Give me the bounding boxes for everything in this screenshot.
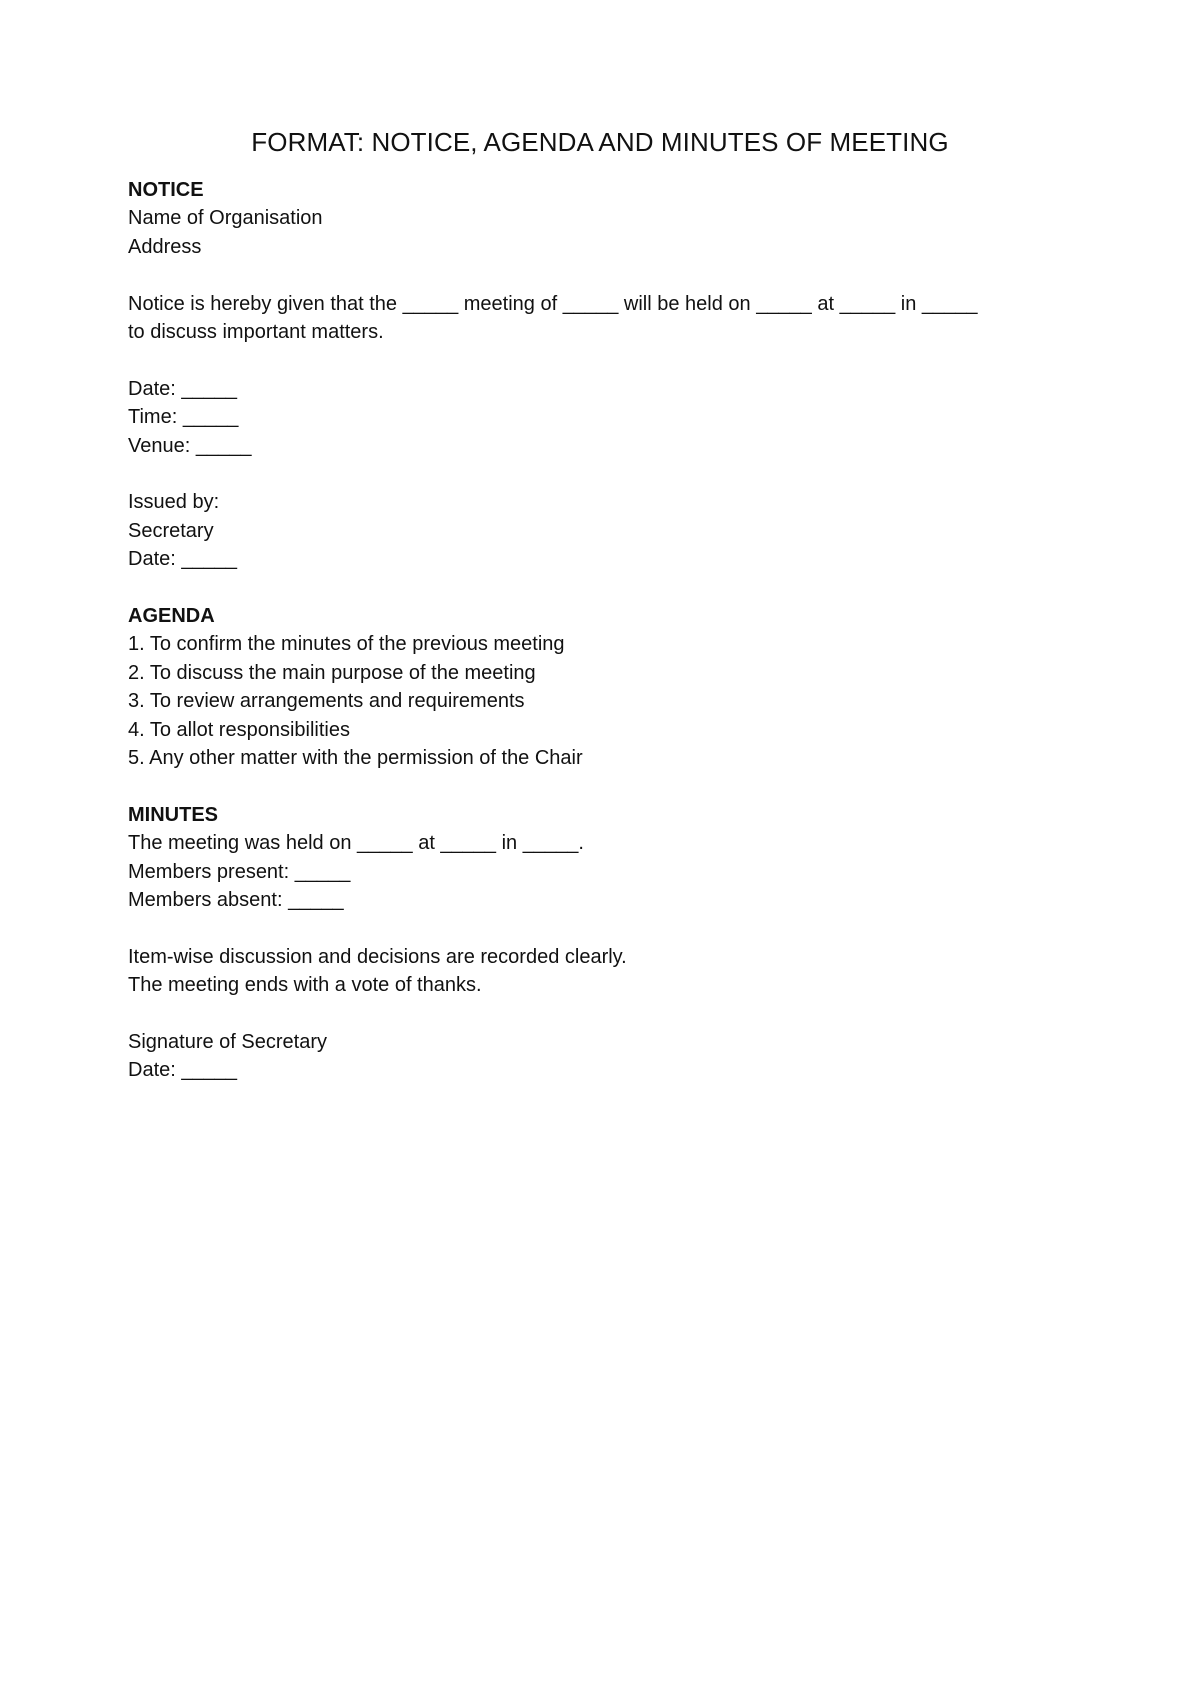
spacer <box>128 1000 1088 1028</box>
spacer <box>128 772 1088 800</box>
agenda-item: 2. To discuss the main purpose of the meeting <box>128 661 536 684</box>
agenda-item: 1. To confirm the minutes of the previous meeting <box>128 633 565 656</box>
members-present-field: Members present: _____ <box>128 860 351 883</box>
meeting-held-line: The meeting was held on _____ at _____ in _____. <box>128 832 584 855</box>
discussion-line: Item-wise discussion and decisions are recorded clearly. <box>128 945 627 968</box>
document-title: FORMAT: NOTICE, AGENDA AND MINUTES OF MEETING <box>251 127 949 157</box>
organisation-address: Address <box>128 235 202 258</box>
issued-date-field: Date: _____ <box>128 548 237 571</box>
signature-line: Signature of Secretary <box>128 1031 327 1054</box>
minutes-section <box>128 801 1088 1085</box>
agenda-item: 4. To allot responsibilities <box>128 718 350 741</box>
spacer <box>128 460 1088 488</box>
organisation-name: Name of Organisation <box>128 207 323 230</box>
spacer <box>128 346 1088 374</box>
agenda-item: 5. Any other matter with the permission of the Chair <box>128 747 583 770</box>
spacer <box>128 914 1088 942</box>
notice-paragraph-line-1: Notice is hereby given that the _____ meeting of _____ will be held on _____ at _____ in _____ <box>128 292 978 315</box>
document-body <box>128 176 1088 1085</box>
notice-date-field: Date: _____ <box>128 377 237 400</box>
agenda-heading: AGENDA <box>128 605 215 628</box>
closing-line: The meeting ends with a vote of thanks. <box>128 974 482 997</box>
notice-paragraph-line-2: to discuss important matters. <box>128 321 384 344</box>
notice-section <box>128 176 1088 574</box>
notice-time-field: Time: _____ <box>128 406 239 429</box>
secretary-label: Secretary <box>128 519 214 542</box>
spacer <box>128 574 1088 602</box>
notice-heading: NOTICE <box>128 179 204 201</box>
members-absent-field: Members absent: _____ <box>128 889 344 912</box>
agenda-item: 3. To review arrangements and requirements <box>128 690 525 713</box>
signature-date-field: Date: _____ <box>128 1059 237 1082</box>
agenda-section <box>128 602 1088 772</box>
spacer <box>128 261 1088 289</box>
issued-by-label: Issued by: <box>128 491 220 514</box>
agenda-list <box>128 630 1088 772</box>
minutes-heading: MINUTES <box>128 803 218 826</box>
notice-venue-field: Venue: _____ <box>128 434 252 457</box>
